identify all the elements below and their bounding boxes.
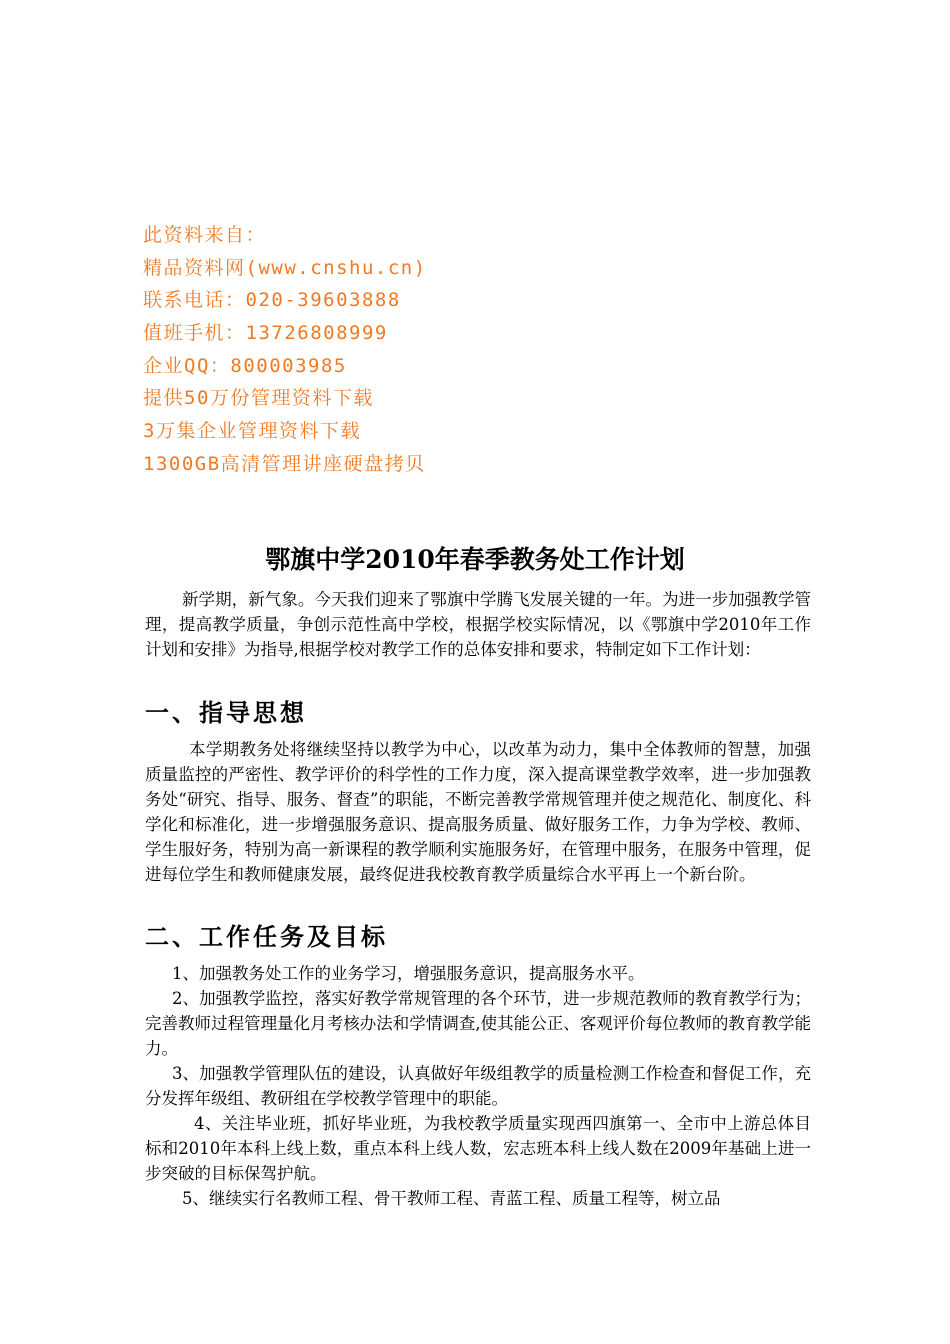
section-heading-2: 二、工作任务及目标: [145, 923, 388, 951]
source-info-block: [143, 219, 663, 481]
source-line-offer-1: 提供50万份管理资料下载: [143, 387, 374, 410]
source-line-website: 精品资料网(www.cnshu.cn): [143, 256, 427, 279]
source-line-header: 此资料来自：: [143, 224, 267, 246]
source-line-mobile: 值班手机：13726808999: [143, 322, 388, 345]
source-line-phone: 联系电话：020-39603888: [143, 289, 401, 312]
task-item-5: 5、继续实行名教师工程、骨干教师工程、青蓝工程、质量工程等，树立品: [182, 1189, 721, 1208]
task-item-2: 2、加强教学监控，落实好教学常规管理的各个环节，进一步规范教师的教育教学行为；完善教师过程管理量化月考核办法和学情调查,使其能公正、客观评价每位教师的教育教学能力。: [145, 989, 811, 1058]
source-line-offer-3: 1300GB高清管理讲座硬盘拷贝: [143, 452, 426, 475]
task-item-4: 4、关注毕业班，抓好毕业班，为我校教学质量实现西四旗第一、全市中上游总体目标和2010年本科上线上数，重点本科上线人数，宏志班本科上线人数在2009年基础上进一步突破的目标保驾护航。: [145, 1114, 811, 1183]
document-title: 鄂旗中学2010年春季教务处工作计划: [265, 545, 685, 574]
source-line-qq: 企业QQ：800003985: [143, 354, 347, 377]
task-item-3: 3、加强教学管理队伍的建设，认真做好年级组教学的质量检测工作检查和督促工作，充分发挥年级组、教研组在学校教学管理中的职能。: [145, 1064, 811, 1108]
task-item-1: 1、加强教务处工作的业务学习，增强服务意识，提高服务水平。: [172, 964, 645, 983]
section-heading-1: 一、指导思想: [145, 699, 307, 727]
source-line-offer-2: 3万集企业管理资料下载: [143, 420, 361, 443]
intro-paragraph: 新学期，新气象。今天我们迎来了鄂旗中学腾飞发展关键的一年。为进一步加强教学管理，提高教学质量，争创示范性高中学校，根据学校实际情况，以《鄂旗中学2010年工作计划和安排》为指导,根据学校对教学工作的总体安排和要求，特制定如下工作计划：: [145, 590, 811, 659]
section-1-paragraph: 本学期教务处将继续坚持以教学为中心，以改革为动力，集中全体教师的智慧，加强质量监控的严密性、教学评价的科学性的工作力度，深入提高课堂教学效率，进一步加强教务处“研究、指导、服务、督查”的职能，不断完善教学常规管理并使之规范化、制度化、科学化和标准化，进一步增强服务意识、提高服务质量、做好服务工作，力争为学校、教师、学生服好务，特别为高一新课程的教学顺利实施服务好，在管理中服务，在服务中管理，促进每位学生和教师健康发展，最终促进我校教育教学质量综合水平再上一个新台阶。: [145, 740, 811, 884]
